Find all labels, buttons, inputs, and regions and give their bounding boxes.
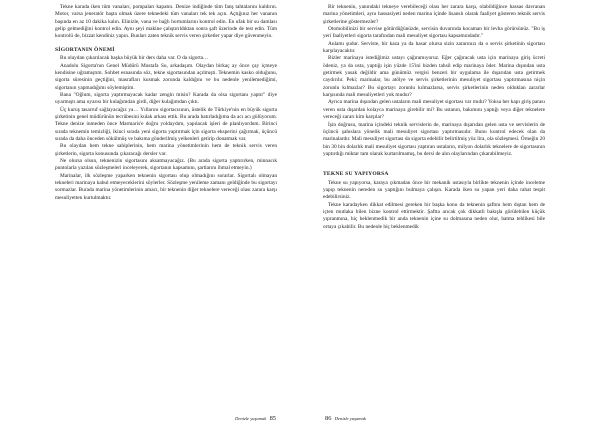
section-heading: SİGORTANIN ÖNEMİ: [55, 46, 115, 53]
right-text-column: [323, 4, 545, 231]
right-page: [300, 0, 600, 427]
body-paragraph: Tekne su yapıyorsa, karaya çıkmadan önce bir mekanik ustasıyla birlikte teknenin içinde inceleme yapıp teknenin nereden su yaptığını bulmaya çalışın. Karada iken su yapan yeri daha rahat tespit edebilirsiniz.: [323, 179, 545, 201]
right-page-footer: [323, 415, 366, 423]
body-paragraph: Bizler marinaya istediğimiz ustayı çağıramıyoruz. Eğer çağıracak usta için marinaya giriş ücreti ödeniz, ya da usta, yaptığı işin yüzde 15'ini bizden tahsil edip marinaya öder. Marina dışından usta getirmek yasak değildir ama günümüz vergisi benzeri bir uygulama ile dışarıdan usta getirmek caydırılır. Peki; marinalar, bu atölye ve servis şirketlerinin mesuliyet sigortası yaptırmasına niçin zorunlu kılmazlar? Bu sigortayı zorunlu kılmazlarsa, servis şirketlerinin neden olduklan zararlar karşısında mali mesuliyetleri yok mudur?: [323, 55, 545, 99]
body-paragraph: Bu olaydan hem tekne sahiplerinin, hem marina yönetimlerinin hem de teknik servis veren şirketlerin, sigorta konusunda çıkaracağı dersler var.: [55, 143, 277, 157]
body-paragraph: Tekne karadayken dikkat edilmesi gereken bir başka konu da teknenin şaftını hem dıştan hem de içten mutlaka bilen bizne kontrol ettirmektir. Şaftta arıcak çok dikkatli bakışla görülebilen küçük yıpranmına, hiç beklenmedik bir anda teknenin içine su dolmasına neden olur, batma tehlikesi bile ortaya çıkabilir. Bu nedenle hiç beklenmedik: [323, 201, 545, 230]
left-text-column: [55, 4, 277, 202]
intro-paragraph: Tekne karada iken tüm vanaları, pompaları kapatın. Denize indiğinde tüm fanş tahtalarını kaldırın. Motor, varsa jeneratör başta olmak üzere teknedeki tüm vanaları tek tek açın. Açtığınız her vananın başında en az 10 dakika kalın. Elinizle, vana ve bağlı hortumlarını kontrol edin. En ufak bir su damlası gelip gelmediğini kontrol edin. Aynı şeyi makine çalıştırıldıktan sonra şaft üzerinde de test edin. Tüm kontrolü de, bizzat kendiniz yapın. Bunları zaten teknik servis veren şirketler yapar diye güvenmeyin.: [55, 4, 277, 40]
body-paragraph: Marinalar, ilk sözleşme yaparken teknenin sigortası olup olmadığını sorarlar. Sigortalı olmayan tekneleri marinaya kabul etmeyeceklerini söylerler. Sözleşme yenileme zamanı geldiğinde bu sigortayı sormazlar. Burada marina yönetimlerinin amacı, bir teknenin diğer teknelere vereceği olası zarara karşı mesuliyetten kurtulmaktır.: [55, 172, 277, 201]
body-paragraph: Otomobilinizi bir servise götürdüğünüzde, servisin duvarında kocaman bir levha görürsünüz. "Bu iş yeri faaliyetleri sigorta tarafından mali mesuliyet sigortası kapsamındadır.": [323, 26, 545, 40]
body-paragraph: Bu olaydan çıkarılacak başka büyük bir ders daha var. O da sigorta…: [60, 55, 209, 62]
body-paragraph: Bana "Oğlum, sigorta yaptırmayacak kadar zengin misin? Karada da olsa sigortanı yaptır" diye uyarmıştı ama uyarısı bir kulağımdan girdi, diğer kulağımdan çıktı.: [55, 91, 277, 106]
body-paragraph: Üç kuruş tasarruf sağlayacağız ya… Yıllarını sigortacısının, üstelik de Türkiye'nin en büyük sigorta şirketinin genel müdürünün tecrübesini kulak arkası ettik. Bu arada hatırladığıma da acı acı gülüyorum. Tekne denize inmeden önce Marmaris'e doğru yoldaydım, yapılacak işleri de planlıyordum. Birinci sırada teknemin temizliği, ikinci sırada yeni sigorta yaptırmak için sigorta eksperini çağırmak, üçüncü sırada da daha önceden sökülmüş ve bakıma gönderilmiş yelkenleri getirip donatmak var.: [55, 106, 277, 142]
section-spacer: [323, 158, 545, 165]
body-paragraph: Bir teknenin, yanındaki tekneye verebileceği olası her zarara karşı, olabildiğince hassas davranan marina yönetimleri, aynı hassasiyeti neden marina içinde lisanslı olarak faaliyet gösteren teknik servis şirketlerine göstermezler?: [323, 4, 545, 25]
running-book-title: Denizle yaşamak: [235, 416, 267, 421]
page-number: 86: [325, 415, 332, 422]
section-heading: TEKNE SU YAPIYORSA: [323, 171, 389, 178]
body-paragraph: Anlamı şudur. Serviste, bir kaza ya da hasar olursa sizin zararınızı da o servis şirketinin sigortası karşılayacaktır.: [323, 40, 545, 55]
body-paragraph: Anadolu Sigorta'nın Genel Müdürü Mustafa Su, arkadaşım. Olaydan birkaç ay önce çay içmeye kendisine uğramıştım. Sohbet esnasında söz, tekne sigortasından açılmıştı. Teknemin kasko olduğunu, sigorta süresinin geçtiğini, masrafları kusmak zorunda kaldığını ve bu nedenle yenilemediğimi, sigortanın yapmadığımı söylemiştim.: [55, 62, 277, 91]
left-page-footer: [235, 415, 278, 423]
body-paragraph: Ayrıca marina dışından gelen ustaların mali mesuliyet sigortası var mıdır? Yoksa her kapı giriş parası veren usta dışardan kolayca marinaya girebilir mi? Bu ustanın, bakımını yaptığı veya diğer teknelere vereceği zararı kim karşılar?: [323, 99, 545, 121]
running-book-title: Denizle yaşamak: [334, 416, 366, 421]
page-number: 85: [269, 415, 276, 422]
body-paragraph: İşin doğrusu, marina içindeki teknik servislerin de, marinaya dışarıdan gelen usta ve servislerin de üçüncü şahıslara yönelik mali mesuliyet sigortası yaptırmasıdır. Bunu kontrol edecek olan da marinalardır. Mali mesuliyet sigortası da sigorta edebilir belirtilmiş yüz lira, ola sözleşmesi. Örneğin 20 bin 30 bin dolarlık mali mesuliyet sigortası yaptıran ustaların, milyon dolarlık teknelere de sigortasının yaptırdığı miktar tam olarak kurtarılmamış, bu dersi de alın olaylarından çıkarabilmeyiz.: [323, 121, 545, 157]
body-paragraph: Ne olursa olsun, teknenizin sigortasını aksatmayacağız. (Bu arada sigorta yaptırırken, minnacık puntolarla yazılan sözleşmeleri inceleyerek, sigortanın kapsamını, şartlarını ihmal etmeyin.): [55, 158, 277, 172]
